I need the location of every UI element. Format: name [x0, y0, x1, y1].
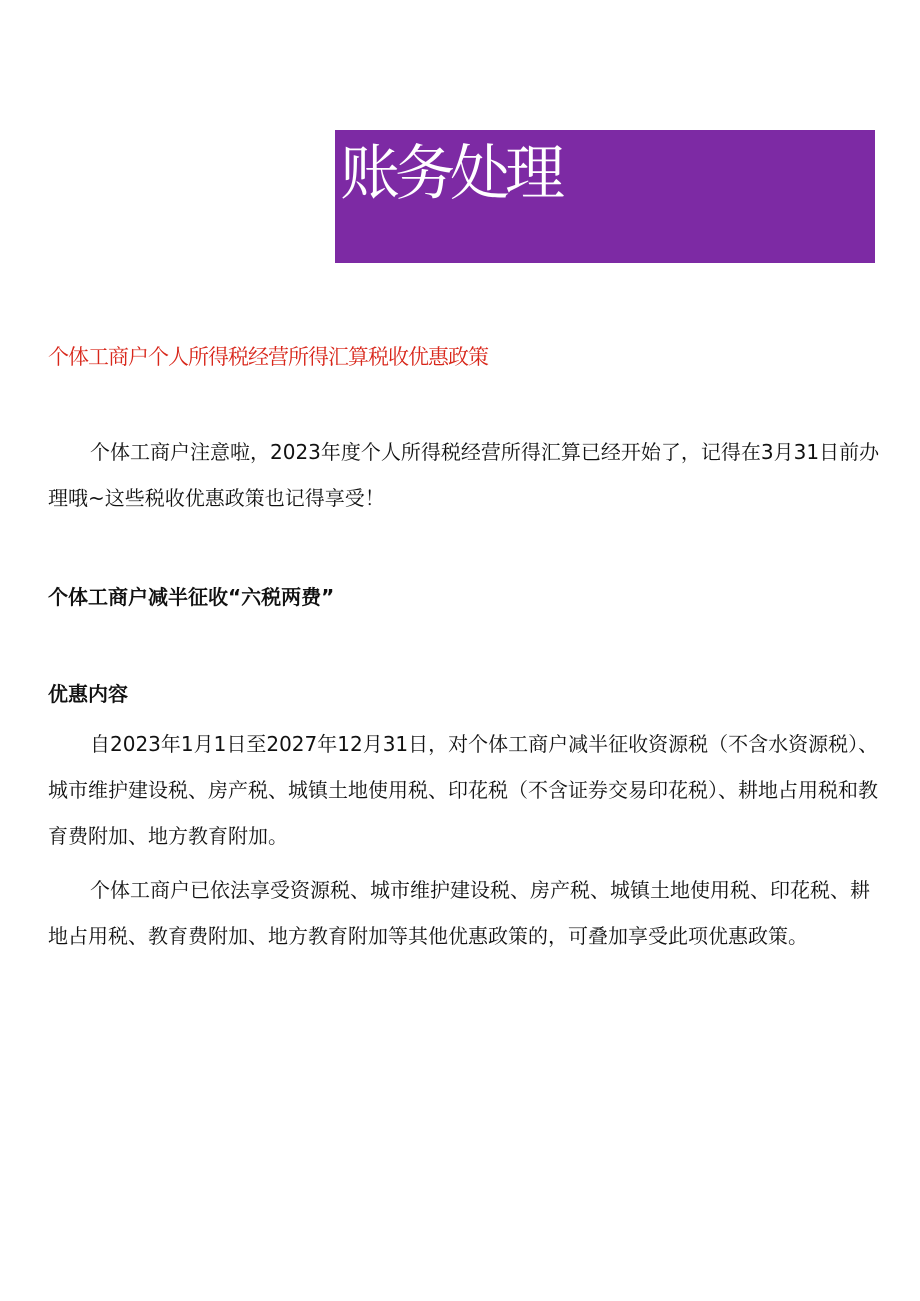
policy-paragraph-1: 自2023年1月1日至2027年12月31日，对个体工商户减半征收资源税（不含水资源税）、城市维护建设税、房产税、城镇土地使用税、印花税（不含证券交易印花税）、耕地占用税和教育费附加、地方教育附加。	[48, 732, 879, 848]
section-title: 个体工商户减半征收“六税两费”	[48, 585, 335, 609]
policy-paragraph-2: 个体工商户已依法享受资源税、城市维护建设税、房产税、城镇土地使用税、印花税、耕地占用税、教育费附加、地方教育附加等其他优惠政策的，可叠加享受此项优惠政策。	[48, 878, 870, 948]
document-heading: 个体工商户个人所得税经营所得汇算税收优惠政策	[48, 345, 488, 369]
intro-paragraph: 个体工商户注意啦，2023年度个人所得税经营所得汇算已经开始了，记得在3月31日前办理哦~这些税收优惠政策也记得享受！	[48, 440, 880, 510]
title-banner	[335, 130, 875, 263]
section-subtitle: 优惠内容	[48, 682, 128, 706]
banner-title: 账务处理	[340, 139, 560, 209]
